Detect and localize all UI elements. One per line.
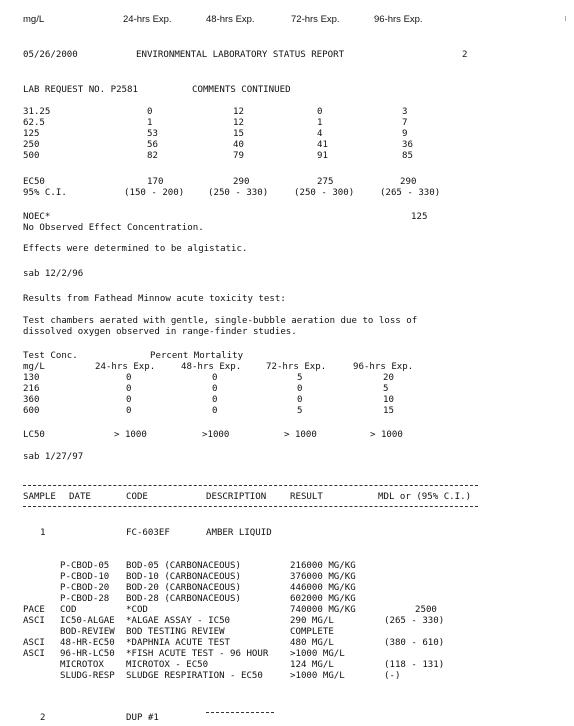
fish-cell: 0 — [126, 373, 132, 383]
result-prefix: ASCI — [23, 649, 45, 659]
result-desc: *FISH ACUTE TEST - 96 HOUR — [126, 649, 269, 659]
result-value: COMPLETE — [290, 627, 334, 637]
result-desc: *DAPHNIA ACUTE TEST — [126, 638, 231, 648]
algae-cell: 36 — [402, 140, 413, 150]
lab-request-no: LAB REQUEST NO. P2581 — [23, 85, 138, 95]
result-prefix: ASCI — [23, 638, 45, 648]
chamber-note-2: dissolved oxygen observed in range-finder studies. — [23, 327, 297, 337]
result-value: 376000 MG/KG — [290, 572, 356, 582]
page-number: 2 — [462, 50, 468, 60]
ci-72: (250 - 300) — [294, 188, 355, 198]
fish-cell: 0 — [212, 406, 218, 416]
result-code: P-CBOD-28 — [60, 594, 110, 604]
fish-cell: 15 — [383, 406, 394, 416]
result-desc: SLUDGE RESPIRATION - EC50 — [126, 671, 263, 681]
sample-1-desc: AMBER LIQUID — [206, 528, 272, 538]
ec50-48: 290 — [233, 177, 250, 187]
chamber-note-1: Test chambers aerated with gentle, single-bubble aeration due to loss of — [23, 316, 418, 326]
fish-cell: 0 — [297, 384, 303, 394]
divider-bottom — [23, 506, 478, 507]
sample-2-dash — [206, 712, 274, 713]
fathead-title: Results from Fathead Minnow acute toxicity test: — [23, 294, 286, 304]
algae-cell: 15 — [233, 129, 244, 139]
noec-note: No Observed Effect Concentration. — [23, 223, 204, 233]
divider-top — [23, 485, 478, 486]
signature-2: sab 1/27/97 — [23, 452, 84, 462]
fish-col-96: 96-hrs Exp. — [353, 362, 414, 372]
report-title: ENVIRONMENTAL LABORATORY STATUS REPORT — [136, 50, 345, 60]
report-date: 05/26/2000 — [23, 50, 78, 60]
result-desc: MICROTOX - EC50 — [126, 660, 209, 670]
algae-cell: 12 — [233, 107, 244, 117]
result-code: COD — [60, 605, 77, 615]
hdr-sample: SAMPLE — [23, 492, 56, 502]
result-value: >1000 MG/L — [290, 671, 345, 681]
result-mdl: (118 - 131) — [384, 660, 445, 670]
top-col-mgl: mg/L — [23, 14, 45, 25]
hdr-code: CODE — [126, 492, 148, 502]
algae-cell: 0 — [147, 107, 153, 117]
sample-2-number: 2 — [40, 713, 46, 723]
noec-value: 125 — [411, 212, 428, 222]
lc50-label: LC50 — [23, 430, 45, 440]
fish-col-24: 24-hrs Exp. — [95, 362, 156, 372]
result-value: 480 MG/L — [290, 638, 334, 648]
lc50-24: > 1000 — [114, 430, 147, 440]
ci-96: (265 - 330) — [380, 188, 441, 198]
ci-24: (150 - 200) — [124, 188, 185, 198]
result-code: P-CBOD-10 — [60, 572, 110, 582]
top-col-24: 24-hrs Exp. — [123, 14, 172, 25]
result-value: 216000 MG/KG — [290, 561, 356, 571]
result-value: 124 MG/L — [290, 660, 334, 670]
result-desc: *ALGAE ASSAY - IC50 — [126, 616, 231, 626]
fish-test-conc: Test Conc. — [23, 351, 78, 361]
algae-cell: 62.5 — [23, 118, 45, 128]
algae-cell: 31.25 — [23, 107, 51, 117]
ci-48: (250 - 330) — [208, 188, 269, 198]
top-col-96: 96-hrs Exp. — [374, 14, 423, 25]
fish-cell: 216 — [23, 384, 40, 394]
algae-cell: 125 — [23, 129, 40, 139]
fish-cell: 0 — [126, 406, 132, 416]
result-code: 48-HR-EC50 — [60, 638, 115, 648]
algae-cell: 12 — [233, 118, 244, 128]
result-code: SLUDG-RESP — [60, 671, 115, 681]
fish-mgl: mg/L — [23, 362, 45, 372]
result-prefix: PACE — [23, 605, 45, 615]
fish-cell: 360 — [23, 395, 40, 405]
noec-label: NOEC* — [23, 212, 51, 222]
result-code: IC50-ALGAE — [60, 616, 115, 626]
fish-cell: 0 — [126, 384, 132, 394]
algae-cell: 85 — [402, 151, 413, 161]
algae-cell: 1 — [317, 118, 323, 128]
algae-cell: 41 — [317, 140, 328, 150]
top-col-72: 72-hrs Exp. — [291, 14, 340, 25]
fish-col-48: 48-hrs Exp. — [181, 362, 242, 372]
scan-mark — [565, 16, 566, 21]
fish-cell: 0 — [126, 395, 132, 405]
result-code: 96-HR-LC50 — [60, 649, 115, 659]
ec50-96: 290 — [400, 177, 417, 187]
result-desc: BOD-10 (CARBONACEOUS) — [126, 572, 241, 582]
sample-1-id: FC-603EF — [126, 528, 170, 538]
algae-cell: 91 — [317, 151, 328, 161]
algae-cell: 500 — [23, 151, 40, 161]
result-value: 602000 MG/KG — [290, 594, 356, 604]
sample-2-id: DUP #1 — [126, 713, 159, 723]
fish-cell: 5 — [297, 406, 303, 416]
result-desc: BOD-28 (CARBONACEOUS) — [126, 594, 241, 604]
algae-cell: 4 — [317, 129, 323, 139]
result-mdl: (380 - 610) — [384, 638, 445, 648]
algae-cell: 3 — [402, 107, 408, 117]
result-mdl: (265 - 330) — [384, 616, 445, 626]
fish-cell: 5 — [297, 373, 303, 383]
fish-cell: 5 — [383, 384, 389, 394]
signature-1: sab 12/2/96 — [23, 269, 84, 279]
result-prefix: ASCI — [23, 616, 45, 626]
algae-cell: 53 — [147, 129, 158, 139]
algae-cell: 9 — [402, 129, 408, 139]
result-desc: BOD-05 (CARBONACEOUS) — [126, 561, 241, 571]
hdr-result: RESULT — [290, 492, 323, 502]
algae-cell: 56 — [147, 140, 158, 150]
fish-col-72: 72-hrs Exp. — [266, 362, 327, 372]
ec50-24: 170 — [147, 177, 164, 187]
result-code: BOD-REVIEW — [60, 627, 115, 637]
algae-cell: 0 — [317, 107, 323, 117]
lc50-72: > 1000 — [284, 430, 317, 440]
fish-cell: 130 — [23, 373, 40, 383]
hdr-mdl: MDL or (95% C.I.) — [378, 492, 472, 502]
fish-percent-mortality: Percent Mortality — [150, 351, 244, 361]
result-value: >1000 MG/L — [290, 649, 345, 659]
result-value: 740000 MG/KG — [290, 605, 356, 615]
fish-cell: 20 — [383, 373, 394, 383]
hdr-description: DESCRIPTION — [206, 492, 267, 502]
sample-1-number: 1 — [40, 528, 46, 538]
algae-cell: 250 — [23, 140, 40, 150]
algae-cell: 1 — [147, 118, 153, 128]
algae-cell: 79 — [233, 151, 244, 161]
result-code: P-CBOD-20 — [60, 583, 110, 593]
fish-cell: 0 — [212, 384, 218, 394]
result-desc: BOD TESTING REVIEW — [126, 627, 225, 637]
lc50-96: > 1000 — [370, 430, 403, 440]
algae-cell: 82 — [147, 151, 158, 161]
comments-continued: COMMENTS CONTINUED — [192, 85, 291, 95]
fish-cell: 10 — [383, 395, 394, 405]
fish-cell: 600 — [23, 406, 40, 416]
result-value: 290 MG/L — [290, 616, 334, 626]
fish-cell: 0 — [297, 395, 303, 405]
algae-cell: 7 — [402, 118, 408, 128]
lc50-48: >1000 — [202, 430, 230, 440]
ec50-72: 275 — [317, 177, 334, 187]
result-value: 446000 MG/KG — [290, 583, 356, 593]
result-mdl: 2500 — [415, 605, 437, 615]
hdr-date: DATE — [69, 492, 91, 502]
result-code: MICROTOX — [60, 660, 104, 670]
ci-label: 95% C.I. — [23, 188, 67, 198]
ec50-label: EC50 — [23, 177, 45, 187]
result-desc: BOD-20 (CARBONACEOUS) — [126, 583, 241, 593]
result-mdl: (-) — [384, 671, 401, 681]
algae-cell: 40 — [233, 140, 244, 150]
fish-cell: 0 — [212, 373, 218, 383]
fish-cell: 0 — [212, 395, 218, 405]
top-col-48: 48-hrs Exp. — [206, 14, 255, 25]
result-code: P-CBOD-05 — [60, 561, 110, 571]
effects-note: Effects were determined to be algistatic. — [23, 244, 248, 254]
result-desc: *COD — [126, 605, 148, 615]
